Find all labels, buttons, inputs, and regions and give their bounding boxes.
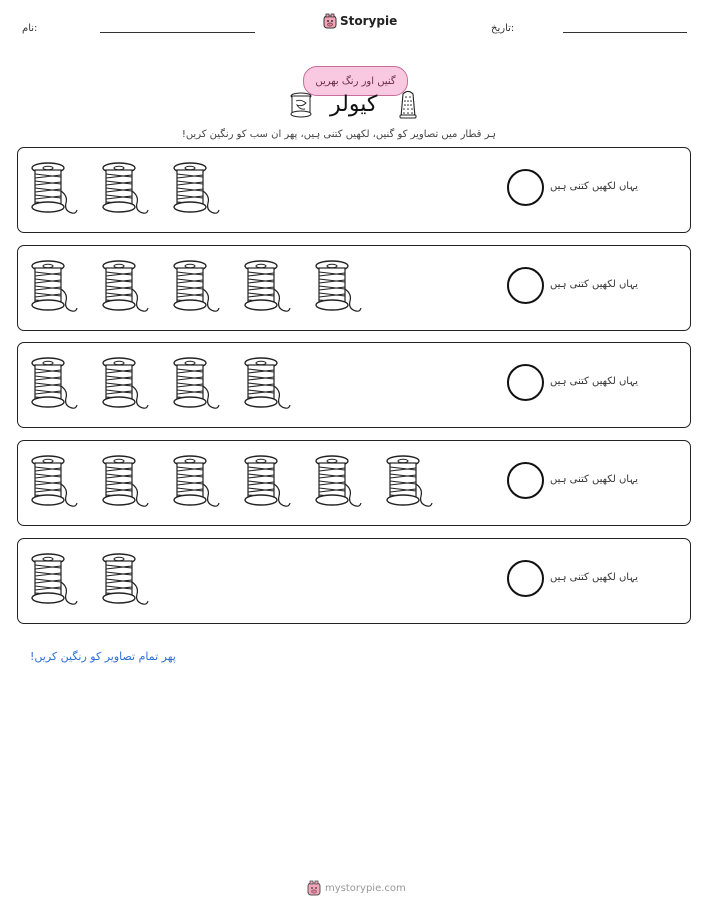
count-label: یہاں لکھیں کتنی ہیں — [550, 572, 638, 583]
thread-spool-icon — [243, 454, 295, 512]
thread-spool-icon — [172, 356, 224, 414]
count-label: یہاں لکھیں کتنی ہیں — [550, 474, 638, 485]
thread-spool-icon — [101, 259, 153, 317]
thread-spool-icon — [30, 161, 82, 219]
thread-spool-icon — [30, 356, 82, 414]
activity-tag: گنیں اور رنگ بھریں — [303, 66, 408, 96]
counting-row — [17, 147, 691, 233]
thimble-icon — [396, 88, 420, 120]
instructions: ہر قطار میں تصاویر کو گنیں، لکھیں کتنی ہیں، پھر ان سب کو رنگین کریں! — [181, 129, 496, 140]
thread-spool-icon — [30, 454, 82, 512]
thread-spool-icon — [385, 454, 437, 512]
thread-spool-icon — [243, 356, 295, 414]
answer-circle[interactable] — [507, 560, 544, 597]
count-label: یہاں لکھیں کتنی ہیں — [550, 376, 638, 387]
thread-spool-icon — [172, 259, 224, 317]
count-label: یہاں لکھیں کتنی ہیں — [550, 181, 638, 192]
thread-spool-icon — [172, 161, 224, 219]
counting-row — [17, 245, 691, 331]
thread-spool-icon — [30, 552, 82, 610]
name-line[interactable] — [100, 32, 255, 33]
site-footer — [307, 880, 406, 896]
counting-row — [17, 342, 691, 428]
pig-logo-icon — [307, 880, 321, 896]
site-url: mystorypie.com — [325, 882, 406, 894]
page-title: کیولر — [330, 92, 378, 117]
thread-spool-icon — [101, 161, 153, 219]
brand-name: Storypie — [340, 14, 398, 28]
thread-spool-icon — [101, 552, 153, 610]
thread-spool-icon — [243, 259, 295, 317]
counting-row — [17, 440, 691, 526]
date-line[interactable] — [563, 32, 687, 33]
answer-circle[interactable] — [507, 462, 544, 499]
answer-circle[interactable] — [507, 364, 544, 401]
brand — [323, 13, 397, 29]
date-label: تاریخ: — [491, 23, 515, 34]
counting-row — [17, 538, 691, 624]
thread-spool-icon — [314, 259, 366, 317]
name-label: نام: — [22, 23, 38, 34]
thread-spool-icon — [101, 356, 153, 414]
pig-logo-icon — [323, 13, 337, 29]
count-label: یہاں لکھیں کتنی ہیں — [550, 279, 638, 290]
bobbin-icon — [288, 91, 314, 119]
thread-spool-icon — [30, 259, 82, 317]
thread-spool-icon — [101, 454, 153, 512]
footer-note: پھر تمام تصاویر کو رنگین کریں! — [30, 650, 176, 663]
thread-spool-icon — [314, 454, 366, 512]
thread-spool-icon — [172, 454, 224, 512]
answer-circle[interactable] — [507, 267, 544, 304]
answer-circle[interactable] — [507, 169, 544, 206]
